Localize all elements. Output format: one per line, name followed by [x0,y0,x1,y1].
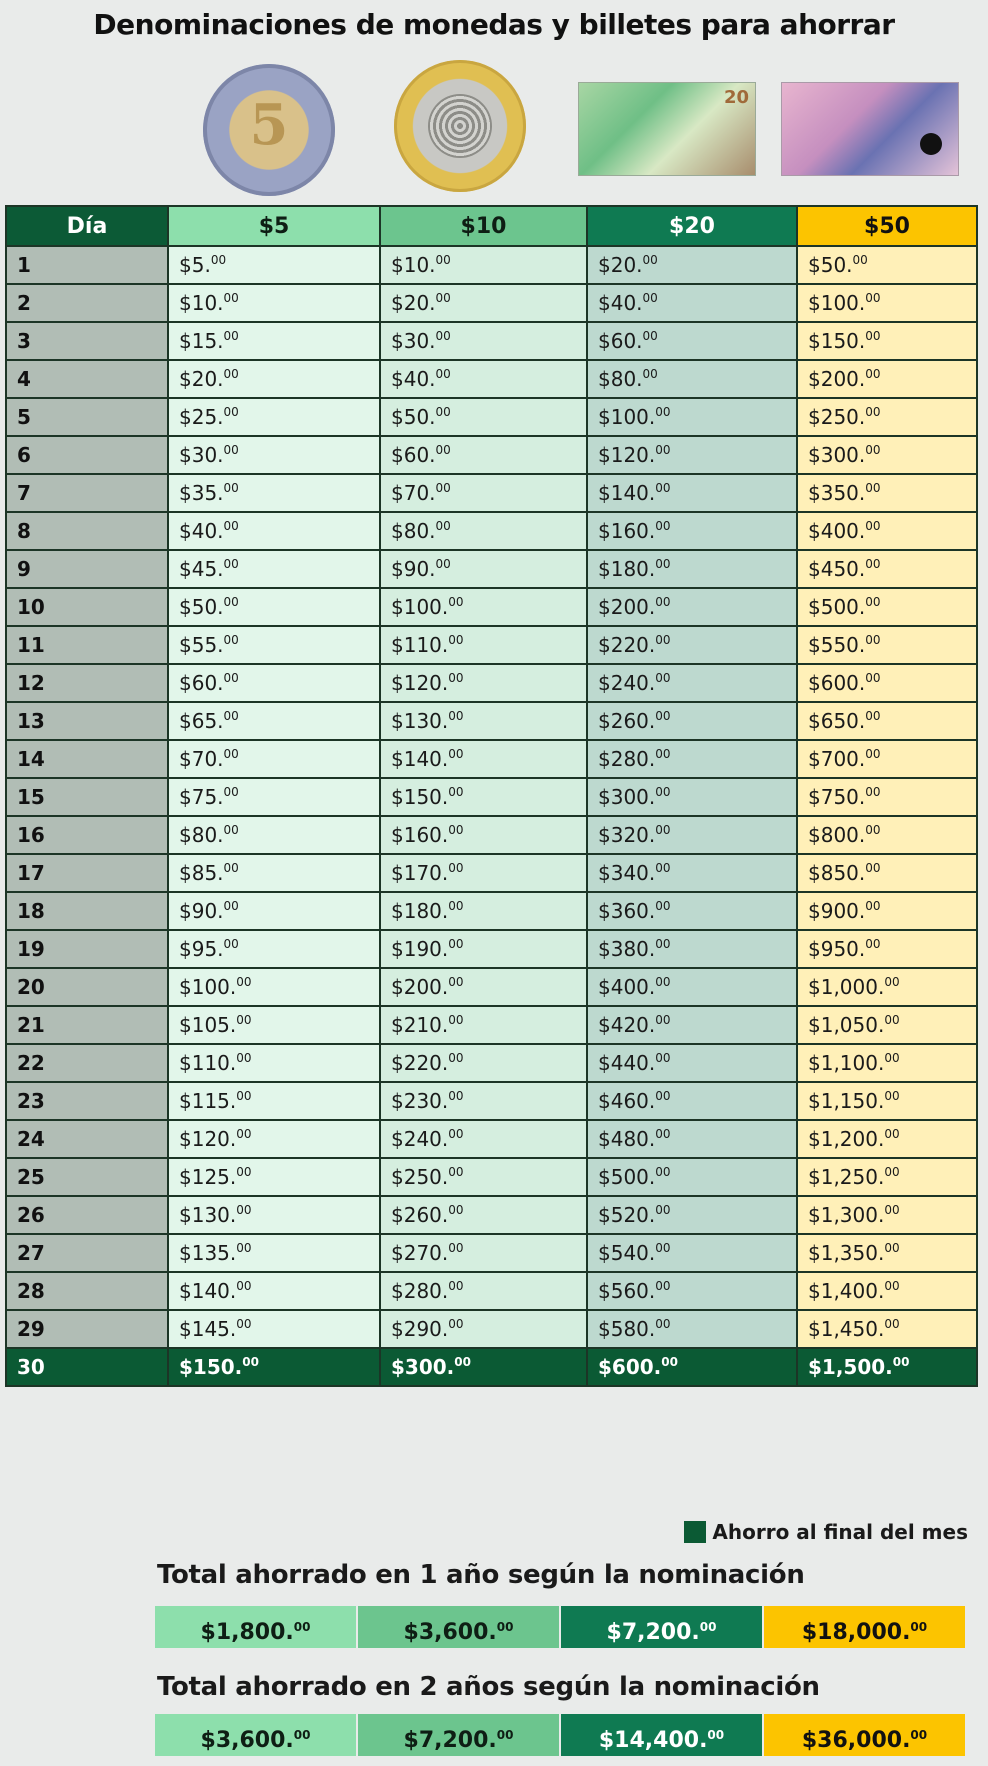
day-cell: 28 [6,1272,168,1310]
amount-cell: $400.00 [587,968,797,1006]
amount-cell: $45.00 [168,550,380,588]
amount-cell: $350.00 [797,474,977,512]
amount-cell: $280.00 [587,740,797,778]
amount-cell: $60.00 [168,664,380,702]
amount-cell: $400.00 [797,512,977,550]
amount-cell: $90.00 [168,892,380,930]
total-1y-10: $3,600.00 [358,1606,561,1648]
savings-table [5,205,978,1387]
table-header-row [6,206,977,246]
amount-cell: $5.00 [168,246,380,284]
amount-cell: $100.00 [587,398,797,436]
table-row [6,816,977,854]
amount-cell: $80.00 [168,816,380,854]
table-row [6,474,977,512]
amount-cell: $135.00 [168,1234,380,1272]
amount-cell: $300.00 [587,778,797,816]
total-2y-5: $3,600.00 [155,1714,358,1756]
table-row [6,702,977,740]
amount-cell: $270.00 [380,1234,587,1272]
coin-10-icon [394,60,526,192]
table-row [6,626,977,664]
amount-cell: $60.00 [380,436,587,474]
table-row [6,778,977,816]
table-row [6,1082,977,1120]
amount-cell: $105.00 [168,1006,380,1044]
amount-cell: $500.00 [797,588,977,626]
day-cell: 23 [6,1082,168,1120]
bill-50-icon [781,82,959,176]
header-50: $50 [797,206,977,246]
table-row [6,1348,977,1386]
day-cell: 11 [6,626,168,664]
day-cell: 6 [6,436,168,474]
day-cell: 25 [6,1158,168,1196]
total-2y-50: $36,000.00 [764,1714,965,1756]
amount-cell: $115.00 [168,1082,380,1120]
amount-cell: $80.00 [380,512,587,550]
amount-cell: $30.00 [380,322,587,360]
table-row [6,1120,977,1158]
amount-cell: $130.00 [380,702,587,740]
amount-cell: $50.00 [380,398,587,436]
table-row [6,854,977,892]
amount-cell: $140.00 [168,1272,380,1310]
amount-cell: $580.00 [587,1310,797,1348]
amount-cell: $40.00 [380,360,587,398]
amount-cell: $750.00 [797,778,977,816]
table-row [6,1044,977,1082]
day-cell: 1 [6,246,168,284]
amount-cell: $450.00 [797,550,977,588]
table-row [6,322,977,360]
amount-cell: $700.00 [797,740,977,778]
denomination-images [0,56,988,196]
amount-cell: $1,500.00 [797,1348,977,1386]
day-cell: 5 [6,398,168,436]
amount-cell: $380.00 [587,930,797,968]
amount-cell: $60.00 [587,322,797,360]
day-cell: 14 [6,740,168,778]
page-title: Denominaciones de monedas y billetes para ahorrar [93,8,895,41]
table-row [6,284,977,322]
day-cell: 3 [6,322,168,360]
header-10: $10 [380,206,587,246]
table-row [6,512,977,550]
day-cell: 10 [6,588,168,626]
amount-cell: $550.00 [797,626,977,664]
day-cell: 7 [6,474,168,512]
amount-cell: $10.00 [380,246,587,284]
amount-cell: $220.00 [380,1044,587,1082]
amount-cell: $300.00 [797,436,977,474]
amount-cell: $50.00 [168,588,380,626]
amount-cell: $280.00 [380,1272,587,1310]
amount-cell: $70.00 [380,474,587,512]
amount-cell: $200.00 [380,968,587,1006]
amount-cell: $1,150.00 [797,1082,977,1120]
amount-cell: $30.00 [168,436,380,474]
table-row [6,1310,977,1348]
amount-cell: $1,200.00 [797,1120,977,1158]
day-cell: 2 [6,284,168,322]
amount-cell: $55.00 [168,626,380,664]
total-1-year-title: Total ahorrado en 1 año según la nominación [157,1560,805,1590]
table-row [6,588,977,626]
amount-cell: $480.00 [587,1120,797,1158]
amount-cell: $240.00 [380,1120,587,1158]
day-cell: 18 [6,892,168,930]
amount-cell: $460.00 [587,1082,797,1120]
amount-cell: $520.00 [587,1196,797,1234]
day-cell: 30 [6,1348,168,1386]
amount-cell: $950.00 [797,930,977,968]
legend-swatch [684,1521,706,1543]
amount-cell: $850.00 [797,854,977,892]
day-cell: 27 [6,1234,168,1272]
day-cell: 26 [6,1196,168,1234]
amount-cell: $500.00 [587,1158,797,1196]
amount-cell: $90.00 [380,550,587,588]
amount-cell: $340.00 [587,854,797,892]
amount-cell: $85.00 [168,854,380,892]
amount-cell: $125.00 [168,1158,380,1196]
table-row [6,1272,977,1310]
amount-cell: $1,050.00 [797,1006,977,1044]
amount-cell: $200.00 [587,588,797,626]
amount-cell: $1,250.00 [797,1158,977,1196]
amount-cell: $160.00 [380,816,587,854]
bill-20-icon [578,82,756,176]
amount-cell: $560.00 [587,1272,797,1310]
amount-cell: $1,450.00 [797,1310,977,1348]
total-2y-20: $14,400.00 [561,1714,764,1756]
table-row [6,664,977,702]
amount-cell: $300.00 [380,1348,587,1386]
amount-cell: $40.00 [587,284,797,322]
amount-cell: $800.00 [797,816,977,854]
amount-cell: $20.00 [168,360,380,398]
day-cell: 22 [6,1044,168,1082]
amount-cell: $1,300.00 [797,1196,977,1234]
amount-cell: $360.00 [587,892,797,930]
amount-cell: $130.00 [168,1196,380,1234]
legend [684,1520,968,1544]
table-row [6,550,977,588]
amount-cell: $100.00 [797,284,977,322]
amount-cell: $145.00 [168,1310,380,1348]
amount-cell: $650.00 [797,702,977,740]
amount-cell: $420.00 [587,1006,797,1044]
amount-cell: $50.00 [797,246,977,284]
day-cell: 19 [6,930,168,968]
total-1-year-row [155,1606,965,1648]
header-20: $20 [587,206,797,246]
table-row [6,930,977,968]
amount-cell: $540.00 [587,1234,797,1272]
day-cell: 21 [6,1006,168,1044]
day-cell: 8 [6,512,168,550]
amount-cell: $140.00 [587,474,797,512]
amount-cell: $110.00 [168,1044,380,1082]
amount-cell: $100.00 [168,968,380,1006]
amount-cell: $120.00 [380,664,587,702]
amount-cell: $260.00 [380,1196,587,1234]
amount-cell: $180.00 [380,892,587,930]
amount-cell: $210.00 [380,1006,587,1044]
total-1y-50: $18,000.00 [764,1606,965,1648]
amount-cell: $80.00 [587,360,797,398]
amount-cell: $120.00 [168,1120,380,1158]
amount-cell: $230.00 [380,1082,587,1120]
amount-cell: $180.00 [587,550,797,588]
day-cell: 12 [6,664,168,702]
header-dia: Día [6,206,168,246]
table-row [6,246,977,284]
amount-cell: $40.00 [168,512,380,550]
amount-cell: $1,000.00 [797,968,977,1006]
coin-5-icon [203,64,335,196]
amount-cell: $150.00 [168,1348,380,1386]
bill-20-label: 20 [723,87,749,108]
amount-cell: $250.00 [380,1158,587,1196]
table-row [6,398,977,436]
amount-cell: $25.00 [168,398,380,436]
day-cell: 4 [6,360,168,398]
table-row [6,1196,977,1234]
amount-cell: $110.00 [380,626,587,664]
amount-cell: $200.00 [797,360,977,398]
amount-cell: $95.00 [168,930,380,968]
amount-cell: $900.00 [797,892,977,930]
amount-cell: $100.00 [380,588,587,626]
table-row [6,740,977,778]
amount-cell: $20.00 [380,284,587,322]
amount-cell: $220.00 [587,626,797,664]
amount-cell: $260.00 [587,702,797,740]
amount-cell: $75.00 [168,778,380,816]
day-cell: 13 [6,702,168,740]
table-row [6,360,977,398]
amount-cell: $70.00 [168,740,380,778]
total-2-years-title: Total ahorrado en 2 años según la nominación [157,1672,820,1702]
amount-cell: $10.00 [168,284,380,322]
amount-cell: $65.00 [168,702,380,740]
amount-cell: $160.00 [587,512,797,550]
coin-5-label: 5 [249,92,289,158]
amount-cell: $35.00 [168,474,380,512]
total-1y-20: $7,200.00 [561,1606,764,1648]
table-row [6,1234,977,1272]
legend-label: Ahorro al final del mes [712,1520,968,1544]
table-row [6,436,977,474]
table-row [6,1158,977,1196]
amount-cell: $20.00 [587,246,797,284]
day-cell: 29 [6,1310,168,1348]
amount-cell: $190.00 [380,930,587,968]
amount-cell: $240.00 [587,664,797,702]
table-row [6,968,977,1006]
amount-cell: $140.00 [380,740,587,778]
day-cell: 24 [6,1120,168,1158]
day-cell: 15 [6,778,168,816]
total-2-years-row [155,1714,965,1756]
total-2y-10: $7,200.00 [358,1714,561,1756]
amount-cell: $1,350.00 [797,1234,977,1272]
amount-cell: $120.00 [587,436,797,474]
day-cell: 16 [6,816,168,854]
amount-cell: $1,400.00 [797,1272,977,1310]
amount-cell: $150.00 [797,322,977,360]
header-5: $5 [168,206,380,246]
amount-cell: $15.00 [168,322,380,360]
amount-cell: $320.00 [587,816,797,854]
amount-cell: $440.00 [587,1044,797,1082]
day-cell: 17 [6,854,168,892]
total-1y-5: $1,800.00 [155,1606,358,1648]
table-row [6,1006,977,1044]
day-cell: 20 [6,968,168,1006]
day-cell: 9 [6,550,168,588]
table-row [6,892,977,930]
amount-cell: $250.00 [797,398,977,436]
amount-cell: $600.00 [587,1348,797,1386]
amount-cell: $290.00 [380,1310,587,1348]
amount-cell: $170.00 [380,854,587,892]
amount-cell: $150.00 [380,778,587,816]
amount-cell: $600.00 [797,664,977,702]
amount-cell: $1,100.00 [797,1044,977,1082]
